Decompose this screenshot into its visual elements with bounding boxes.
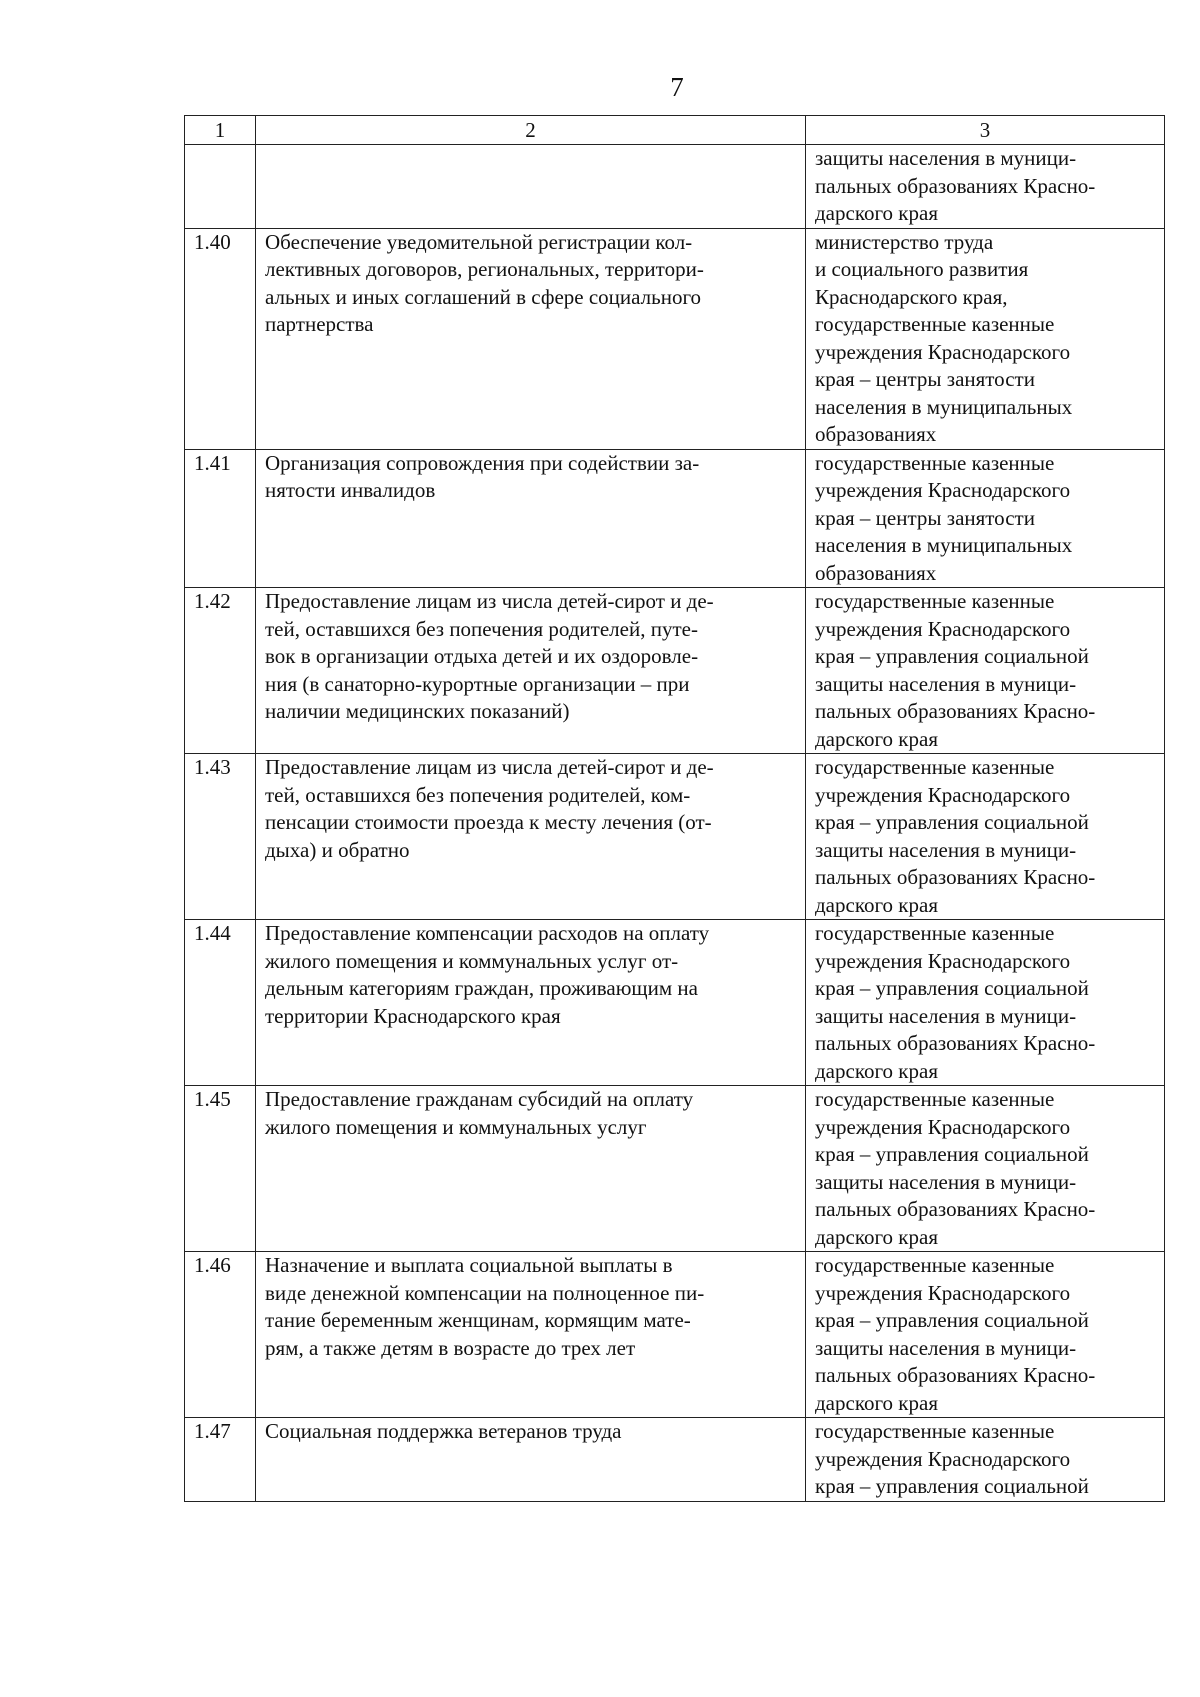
- description-line: лективных договоров, региональных, территори-: [265, 257, 704, 281]
- org-line: защиты населения в муници-: [815, 146, 1077, 170]
- org-line: министерство труда: [815, 229, 994, 254]
- org-line: дарского края: [815, 201, 938, 225]
- table-row: [185, 228, 1165, 449]
- org-line: учреждения Краснодарского: [815, 782, 1071, 807]
- description-line: ния (в санаторно-курортные организации – при: [265, 671, 690, 696]
- table-row: [185, 449, 1165, 588]
- org-line: защиты населения в муници-: [815, 1335, 1077, 1360]
- description-line: рям, а также детям в возрасте до трех лет: [265, 1335, 636, 1360]
- responsible-organization-cell: [806, 920, 1165, 1086]
- org-line: государственные казенные: [815, 589, 1055, 613]
- org-line: края – центры занятости: [815, 367, 1035, 391]
- description-line: Предоставление лицам из числа детей-сирот и де-: [265, 589, 714, 613]
- org-line: образованиях: [815, 560, 937, 585]
- description-line: партнерства: [265, 312, 374, 336]
- org-line: защиты населения в муници-: [815, 671, 1077, 696]
- org-line: учреждения Краснодарского: [815, 478, 1071, 502]
- description-line: Обеспечение уведомительной регистрации кол-: [265, 229, 693, 254]
- service-description-cell: [256, 449, 806, 588]
- org-line: края – управления социальной: [815, 1142, 1089, 1166]
- table-row: [185, 1418, 1165, 1502]
- org-line: государственные казенные: [815, 1253, 1055, 1277]
- org-line: учреждения Краснодарского: [815, 616, 1071, 641]
- org-line: учреждения Краснодарского: [815, 948, 1071, 973]
- continuation-desc-cell: [256, 145, 806, 229]
- org-line: населения в муниципальных: [815, 394, 1073, 419]
- org-line: дарского края: [815, 1058, 938, 1083]
- description-line: Организация сопровождения при содействии за-: [265, 450, 700, 475]
- org-line: государственные казенные: [815, 1419, 1055, 1443]
- org-line: государственные казенные: [815, 921, 1055, 945]
- services-table: [184, 115, 1165, 1502]
- continuation-num-cell: [185, 145, 256, 229]
- org-line: края – управления социальной: [815, 976, 1089, 1000]
- row-number-cell: 1.40: [185, 228, 256, 449]
- org-line: населения в муниципальных: [815, 533, 1073, 557]
- responsible-organization-cell: [806, 228, 1165, 449]
- responsible-organization-cell: [806, 1418, 1165, 1502]
- description-line: жилого помещения и коммунальных услуг: [265, 1114, 647, 1139]
- row-number-cell: 1.42: [185, 588, 256, 754]
- org-line: края – центры занятости: [815, 505, 1035, 530]
- row-number-cell: 1.47: [185, 1418, 256, 1502]
- org-line: учреждения Краснодарского: [815, 1446, 1071, 1471]
- service-description-cell: [256, 920, 806, 1086]
- description-line: вок в организации отдыха детей и их оздоровле-: [265, 644, 699, 668]
- table-body: [185, 145, 1165, 1502]
- org-line: края – управления социальной: [815, 810, 1089, 834]
- table-row: [185, 588, 1165, 754]
- description-line: территории Краснодарского края: [265, 1003, 561, 1028]
- responsible-organization-cell: [806, 449, 1165, 588]
- org-line: государственные казенные: [815, 755, 1055, 779]
- org-line: дарского края: [815, 1390, 938, 1415]
- org-line: дарского края: [815, 892, 938, 917]
- org-line: учреждения Краснодарского: [815, 339, 1071, 364]
- row-number-cell: 1.45: [185, 1086, 256, 1252]
- description-line: тей, оставшихся без попечения родителей, путе-: [265, 616, 698, 641]
- description-line: Предоставление лицам из числа детей-сирот и де-: [265, 755, 714, 779]
- org-line: образованиях: [815, 422, 937, 446]
- description-line: виде денежной компенсации на полноценное пи-: [265, 1280, 705, 1305]
- org-line: учреждения Краснодарского: [815, 1280, 1071, 1305]
- org-line: пальных образованиях Красно-: [815, 173, 1096, 198]
- org-line: Краснодарского края,: [815, 284, 1008, 309]
- org-line: дарского края: [815, 1224, 938, 1249]
- description-line: нятости инвалидов: [265, 478, 436, 502]
- org-line: защиты населения в муници-: [815, 837, 1077, 862]
- description-line: дыха) и обратно: [265, 837, 410, 862]
- row-number-cell: 1.46: [185, 1252, 256, 1418]
- description-line: Предоставление компенсации расходов на оплату: [265, 921, 710, 945]
- table-row: [185, 754, 1165, 920]
- description-line: дельным категориям граждан, проживающим на: [265, 976, 698, 1000]
- table-header: [185, 116, 1165, 145]
- org-line: и социального развития: [815, 257, 1029, 281]
- org-line: пальных образованиях Красно-: [815, 1031, 1096, 1055]
- responsible-organization-cell: [806, 588, 1165, 754]
- org-line: пальных образованиях Красно-: [815, 1363, 1096, 1387]
- description-line: Назначение и выплата социальной выплаты в: [265, 1253, 673, 1277]
- page-number: 7: [670, 72, 684, 102]
- column-header-3: 3: [806, 116, 1165, 145]
- org-line: государственные казенные: [815, 312, 1055, 336]
- table-row: [185, 1252, 1165, 1418]
- service-description-cell: [256, 228, 806, 449]
- description-line: Социальная поддержка ветеранов труда: [265, 1419, 622, 1443]
- org-line: защиты населения в муници-: [815, 1169, 1077, 1194]
- org-line: защиты населения в муници-: [815, 1003, 1077, 1028]
- description-line: Предоставление гражданам субсидий на оплату: [265, 1087, 694, 1111]
- org-line: государственные казенные: [815, 450, 1055, 475]
- service-description-cell: [256, 588, 806, 754]
- org-line: края – управления социальной: [815, 644, 1089, 668]
- row-number-cell: 1.44: [185, 920, 256, 1086]
- header-row: [185, 116, 1165, 145]
- org-line: края – управления социальной: [815, 1308, 1089, 1332]
- org-line: края – управления социальной: [815, 1474, 1089, 1498]
- continuation-row: [185, 145, 1165, 229]
- org-line: государственные казенные: [815, 1087, 1055, 1111]
- row-number-cell: 1.43: [185, 754, 256, 920]
- org-line: пальных образованиях Красно-: [815, 865, 1096, 889]
- description-line: наличии медицинских показаний): [265, 699, 570, 723]
- column-header-1: 1: [185, 116, 256, 145]
- org-line: пальных образованиях Красно-: [815, 1197, 1096, 1221]
- org-line: учреждения Краснодарского: [815, 1114, 1071, 1139]
- description-line: пенсации стоимости проезда к месту лечения (от-: [265, 810, 712, 834]
- row-number-cell: 1.41: [185, 449, 256, 588]
- responsible-organization-cell: [806, 754, 1165, 920]
- service-description-cell: [256, 1086, 806, 1252]
- responsible-organization-cell: [806, 1252, 1165, 1418]
- description-line: жилого помещения и коммунальных услуг от-: [265, 948, 679, 973]
- responsible-organization-cell: [806, 1086, 1165, 1252]
- continuation-org-cell: [806, 145, 1165, 229]
- service-description-cell: [256, 1252, 806, 1418]
- table-row: [185, 920, 1165, 1086]
- service-description-cell: [256, 754, 806, 920]
- description-line: альных и иных соглашений в сфере социального: [265, 284, 702, 309]
- column-header-2: 2: [256, 116, 806, 145]
- description-line: тей, оставшихся без попечения родителей, ком-: [265, 782, 691, 807]
- description-line: тание беременным женщинам, кормящим мате-: [265, 1308, 691, 1332]
- org-line: пальных образованиях Красно-: [815, 699, 1096, 723]
- service-description-cell: [256, 1418, 806, 1502]
- table-row: [185, 1086, 1165, 1252]
- org-line: дарского края: [815, 726, 938, 751]
